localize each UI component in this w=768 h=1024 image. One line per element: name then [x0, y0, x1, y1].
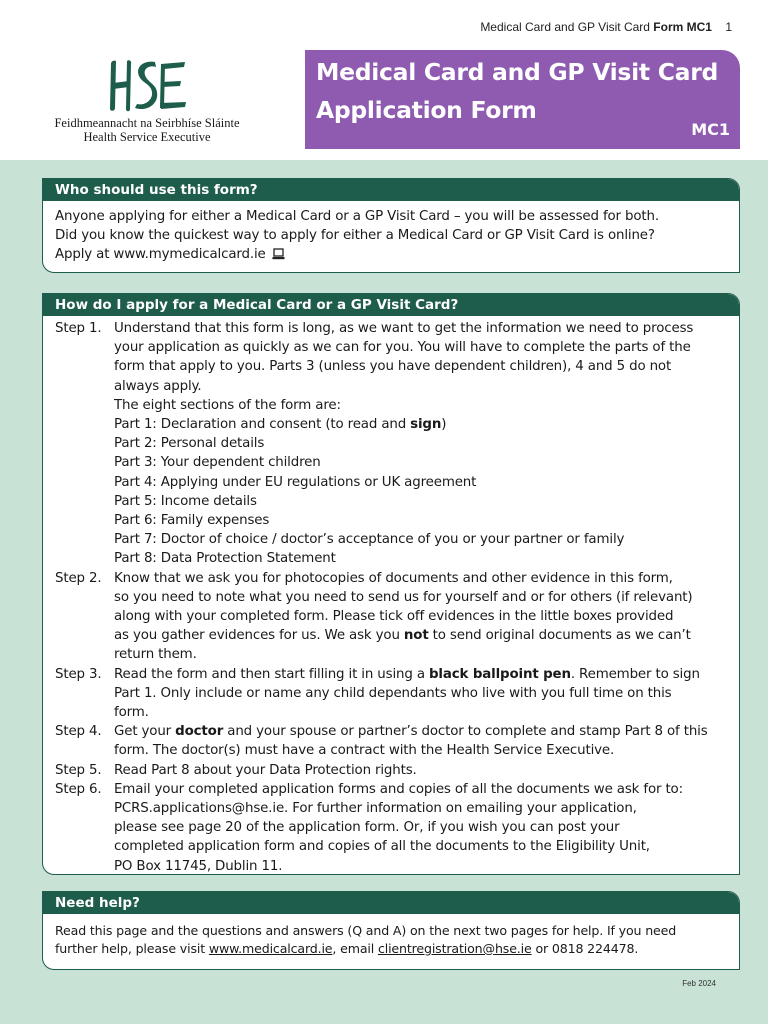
apply-online-text: Apply at www.mymedicalcard.ie — [55, 247, 266, 263]
step-text — [114, 319, 727, 569]
who-line-2: Did you know the quickest way to apply for either a Medical Card or GP Visit Card is online? — [55, 228, 655, 244]
step-3 — [55, 665, 727, 723]
step-line: along with your completed form. Please tick off evidences in the little boxes provided — [114, 609, 674, 625]
how-to-apply-body — [43, 316, 739, 875]
step-number: Step 1. — [55, 321, 102, 336]
form-title-line2: Application Form — [316, 96, 537, 124]
logo-irish-name: Feidhmeannacht na Seirbhíse Sláinte — [54, 116, 240, 130]
part-line: Part 6: Family expenses — [114, 513, 270, 529]
who-should-use-panel — [42, 178, 740, 273]
medicalcard-website-link[interactable]: www.medicalcard.ie — [208, 941, 333, 956]
step-number: Step 6. — [55, 781, 102, 797]
step-line: Know that we ask you for photocopies of documents and other evidence in this form, — [114, 570, 673, 586]
step-emphasis: black ballpoint pen — [429, 666, 571, 682]
part-1-text-end: ) — [441, 417, 447, 433]
how-to-apply-heading: How do I apply for a Medical Card or a GP Visit Card? — [43, 294, 739, 316]
step-line — [114, 722, 727, 741]
step-number: Step 3. — [55, 666, 102, 682]
step-text — [114, 780, 727, 875]
part-line: Part 8: Data Protection Statement — [114, 551, 336, 567]
page-number: 1 — [725, 20, 732, 34]
who-should-use-body — [43, 201, 739, 267]
step-line — [114, 626, 727, 645]
part-1-text: Part 1: Declaration and consent (to read and — [114, 417, 411, 433]
step-emphasis: doctor — [175, 724, 224, 740]
part-line: Part 7: Doctor of choice / doctor’s acceptance of you or your partner or family — [114, 532, 625, 548]
running-title: Medical Card and GP Visit Card — [480, 20, 650, 34]
step-text — [114, 722, 727, 760]
step-text — [114, 665, 727, 723]
step-line: form. — [114, 705, 149, 721]
step-text-run: to send original documents as we can’t — [428, 628, 691, 644]
step-number: Step 4. — [55, 724, 102, 740]
part-1-emphasis: sign — [410, 417, 442, 433]
step-line: your application as quickly as we can for you. You will have to complete the parts of the — [114, 340, 691, 356]
step-text-run: and your spouse or partner’s doctor to complete and stamp Part 8 of this — [223, 724, 708, 740]
step-line: return them. — [114, 647, 197, 663]
step-line — [114, 665, 727, 684]
step-4 — [55, 722, 727, 760]
running-header — [480, 20, 732, 34]
part-1-line — [114, 415, 727, 434]
step-line: please see page 20 of the application form. Or, if you wish you can post your — [114, 820, 620, 836]
step-text-run: . Remember to sign — [570, 666, 700, 682]
step-emphasis: not — [403, 628, 429, 644]
step-text-run: Read the form and then start filling it in using a — [114, 666, 429, 682]
form-label: Form MC1 — [653, 20, 712, 34]
need-help-panel — [42, 891, 740, 970]
how-to-apply-panel — [42, 293, 740, 875]
step-line: The eight sections of the form are: — [114, 397, 341, 413]
need-help-heading: Need help? — [43, 892, 739, 914]
part-line: Part 5: Income details — [114, 493, 257, 509]
who-line-3 — [55, 245, 727, 266]
help-line-2 — [55, 940, 727, 958]
form-title-box — [305, 50, 740, 149]
step-text — [114, 761, 727, 780]
who-should-use-heading: Who should use this form? — [43, 179, 739, 201]
step-text-run: Get your — [114, 724, 176, 740]
step-number: Step 2. — [55, 570, 102, 586]
step-6 — [55, 780, 727, 875]
laptop-icon — [272, 247, 285, 266]
form-code: MC1 — [691, 120, 730, 139]
step-line: completed application form and copies of all the documents to the Eligibility Unit, — [114, 839, 650, 855]
part-line: Part 3: Your dependent children — [114, 455, 321, 471]
client-registration-email-link[interactable]: clientregistration@hse.ie — [377, 941, 532, 956]
step-text-run: as you gather evidences for us. We ask you — [114, 628, 404, 644]
step-line: PCRS.applications@hse.ie. For further information on emailing your application, — [114, 801, 637, 817]
help-text-run: further help, please visit — [55, 941, 209, 956]
part-line: Part 2: Personal details — [114, 436, 265, 452]
step-line: Read Part 8 about your Data Protection rights. — [114, 762, 417, 778]
step-1 — [55, 319, 727, 569]
step-line: form that apply to you. Parts 3 (unless you have dependent children), 4 and 5 do not — [114, 359, 672, 375]
step-line: always apply. — [114, 378, 202, 394]
logo-english-name: Health Service Executive — [83, 130, 211, 144]
step-5 — [55, 761, 727, 780]
step-line: Understand that this form is long, as we want to get the information we need to process — [114, 321, 694, 336]
step-line: so you need to note what you need to send us for yourself and or for others (if relevant) — [114, 589, 693, 605]
who-line-1: Anyone applying for either a Medical Card or a GP Visit Card – you will be assessed for both. — [55, 209, 659, 224]
form-title — [316, 53, 732, 129]
steps-list — [55, 319, 727, 875]
step-2 — [55, 569, 727, 665]
help-text-run: or 0818 224478. — [531, 941, 639, 956]
step-number: Step 5. — [55, 762, 102, 778]
need-help-body — [43, 914, 739, 958]
step-line: PO Box 11745, Dublin 11. — [114, 858, 283, 874]
help-line-1: Read this page and the questions and answers (Q and A) on the next two pages for help. If you need — [55, 923, 677, 938]
help-text-run: , email — [332, 941, 378, 956]
hse-logo-mark — [105, 56, 189, 116]
step-line: form. The doctor(s) must have a contract with the Health Service Executive. — [114, 743, 615, 759]
page-header — [0, 0, 768, 160]
hse-logo — [52, 56, 242, 144]
form-title-line1: Medical Card and GP Visit Card — [316, 58, 719, 86]
part-line: Part 4: Applying under EU regulations or UK agreement — [114, 474, 477, 490]
step-line: Email your completed application forms and copies of all the documents we ask for to: — [114, 781, 683, 797]
step-line: Part 1. Only include or name any child dependants who live with you full time on this — [114, 685, 672, 701]
step-text — [114, 569, 727, 665]
footer-date: Feb 2024 — [682, 979, 716, 988]
